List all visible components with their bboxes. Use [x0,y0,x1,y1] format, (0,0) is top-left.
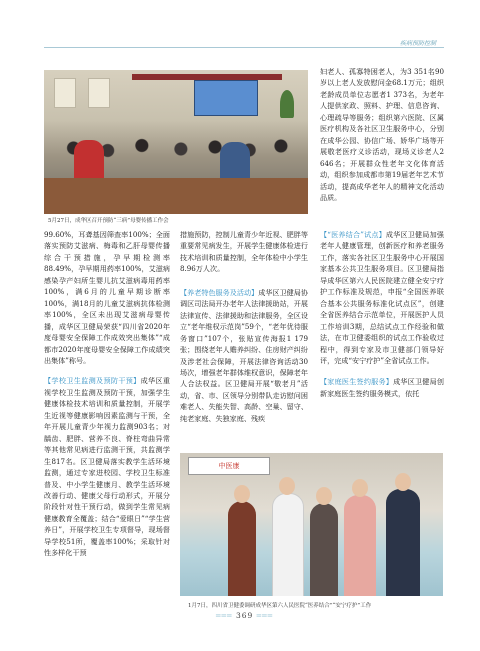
paragraph-text: 成华区卫健局加强老年人健康管理，创新医疗和养老服务工作，落实各社区卫生服务中心开展国家基本公共卫生服务项目。区卫健局指导成华区第六人民医院建立健全安宁疗护工作标准及规范，申报“全国医养联合基本公共服务标准化试点区”，创建全省医养结合示范单位，开展医护人员工作培训3期，总结试点工作经验和做法，在市卫健委组织的试点工作验收过程中，得到专家及市卫健部门领导好评，完成“安宁疗护”全省试点工作。 [320,230,444,365]
photo-head [316,487,332,505]
photo-head [279,477,295,495]
visit-photo [180,453,443,596]
paragraph: 99.60%，耳聋基因筛查率100%；全面落实预防艾滋病、梅毒和乙肝母婴传播综合干预措施，孕早期检测率88.49%，孕早期用药率100%，艾滋病感染孕产妇所生婴儿抗艾滋病毒用药率100%，满6月的儿童早期诊断率100%，满18月的儿童艾滋病抗体检测率100%，全区未出现艾滋病母婴传播，成华区卫健局荣获“四川省2020年度母婴安全保障工作成效突出集体”“成都市2020年度母婴安全保障工作成绩突出集体”称号。 [44,230,170,365]
section-heading: 【养老特色服务及活动】 [180,287,259,297]
paragraph-text: 成华区卫健局创新家庭医生签约服务模式，依托 [320,377,445,398]
projection-screen [194,80,258,116]
photo-person [228,501,256,596]
paragraph [320,229,444,366]
photo-person [344,495,376,596]
photo-head [395,473,411,491]
photo-person [386,489,420,596]
page-number-text: 369 [235,611,254,620]
paragraph [44,375,170,558]
photo-caption-2: 1月7日，四川省卫健委调研成华区第六人民医院“医养结合”“安宁疗护”工作 [188,603,372,609]
photo-person [310,503,338,596]
photo-head [234,485,250,503]
photo-window [88,78,110,108]
section-heading: 【“医养结合”试点】 [320,230,386,239]
photo-person [272,493,304,596]
paragraph: 措施预防，控制儿童青少年近视、肥胖等重要常见病发生，开展学生健康体检进行技术培训和质量控制，全年体检中小学生8.96万人次。 [180,230,308,274]
column-right-top [320,66,444,203]
running-header: 疾病预防控制 [400,40,437,47]
section-heading: 【学校卫生监测及预防干预】 [44,376,141,386]
meeting-photo [44,70,308,214]
paragraph [180,287,308,424]
photo-caption-1: 5月27日，成华区召开预防“三病”母婴传播工作会 [48,218,169,224]
page-number: ═══ 369 ═══ [216,611,274,620]
header-rule [44,47,444,48]
section-heading: 【家庭医生签约服务】 [320,377,394,387]
photo-plant [280,90,294,118]
paragraph-text: 成华区卫健局协调区司法局开办老年人法律援助站，开展法律宣传、法律援助和法律服务，全区设立“老年维权示范岗”59个，“老年优待服务窗口”107个，张贴宣传海报1 179张；围绕老年人赡养纠纷、住房财产纠纷及涉老社会保障，开展法律咨询活动30场次，增强老年群体维权意识，保障老年人合法权益。区卫健局开展“敬老月”活动，省、市、区领导分别带队走访慰问困难老人、失能失智、高龄、空巢、留守、纯老家庭、失独家庭、残疾 [180,287,309,423]
photo-head [352,479,368,497]
hospital-sign: 中医康 [188,457,270,475]
paragraph [320,376,444,399]
column-1 [44,229,170,559]
photo-window [54,78,76,108]
photo-table [44,178,308,214]
column-2 [180,229,308,424]
paragraph: 妇老人、孤寡特困老人，为3 351名90岁以上老人发放慰问金68.1万元；组织老龄成员单位志愿者1 373名，为老年人提供家政、照料、护理、信息咨询、心理疏导等服务；组织第六医院、区属医疗机构及各社区卫生服务中心，分别在成华公园、协信广场、娇华广场等开展敬老医疗义诊活动，现场义诊老人2 646名；开展群众性老年文化体育活动，组织参加成都市第19届老年艺术节活动，提高成华老年人的精神文化活动品质。 [320,67,444,202]
paragraph-text: 成华区重视学校卫生监测及预防干预，加强学生健康体检技术培训和质量控制，开展学生近视等健康影响因素监测与干预，全年开展儿童青少年视力监测903名；对龋齿、肥胖、营养不良、脊柱弯曲异常等其他常见病进行监测干预，共监测学生817名。区卫健局落实教学生活环境监测，通过专家进校园、学校卫生标准普及、中小学生健康月、教学生活环境改善行动、健康父母行动形式，开展分阶段针对性干预行动，做到学生常见病健康教育全覆盖；结合“爱眼日”“学生营养日”，开展学校卫生专项督导，现场督导学校51所，覆盖率100%；采取针对性多样化干预 [44,376,171,558]
column-3 [320,229,444,399]
